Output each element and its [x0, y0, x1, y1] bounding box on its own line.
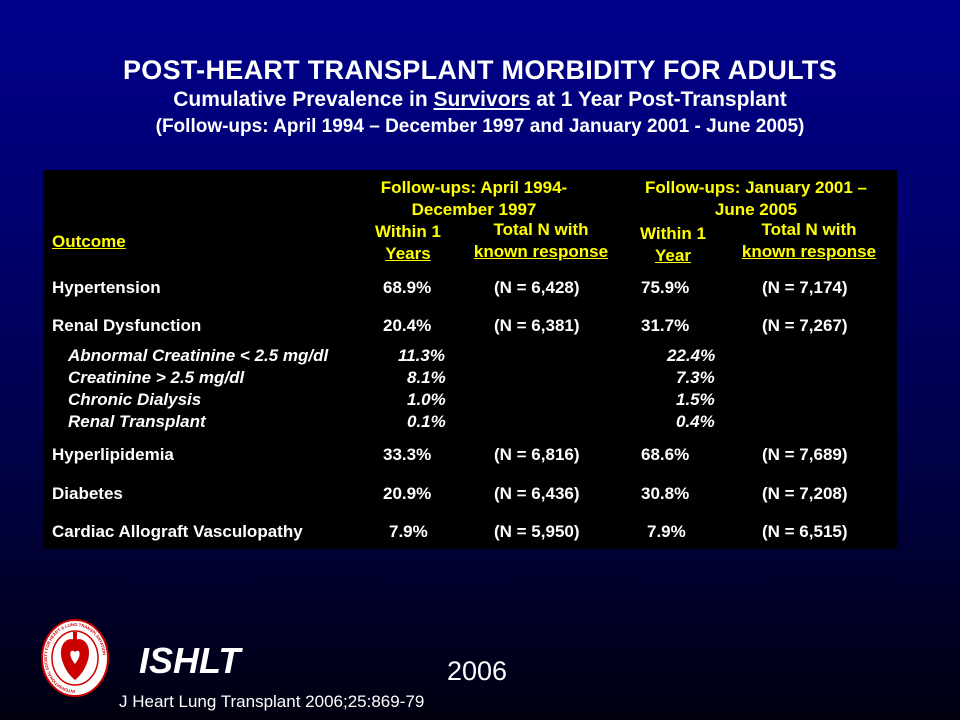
group1-header-line2: December 1997 — [411, 200, 537, 219]
subrow-p1-transplant: 0.1% — [407, 412, 446, 431]
row-label-hyperlipidemia: Hyperlipidemia — [52, 445, 174, 464]
slide-subtitle-followups: (Follow-ups: April 1994 – December 1997 and January 2001 - June 2005) — [155, 116, 805, 137]
row-p2-renal: 31.7% — [641, 316, 690, 335]
totaln-g1-line2: known response — [473, 242, 609, 261]
subrow-p1-creatinine: 8.1% — [407, 368, 446, 387]
row-n2-hyperlipidemia: (N = 7,689) — [762, 445, 848, 464]
row-n2-diabetes: (N = 7,208) — [762, 484, 848, 503]
row-label-diabetes: Diabetes — [52, 484, 123, 503]
row-p2-diabetes: 30.8% — [641, 484, 690, 503]
title-block — [0, 55, 960, 139]
logo-ring-text: INTERNATIONAL SOCIETY FOR HEART & LUNG TRANSPLANTATION — [43, 621, 107, 695]
totaln-g2-line1: Total N with — [761, 220, 857, 239]
row-p1-diabetes: 20.9% — [383, 484, 432, 503]
row-p1-cav: 7.9% — [389, 522, 428, 541]
subrow-p2-transplant: 0.4% — [676, 412, 715, 431]
group1-header-line1: Follow-ups: April 1994- — [380, 178, 568, 197]
row-n1-cav: (N = 5,950) — [494, 522, 580, 541]
slide-subtitle — [0, 87, 960, 113]
row-p2-hyperlipidemia: 68.6% — [641, 445, 690, 464]
citation: J Heart Lung Transplant 2006;25:869-79 — [119, 692, 425, 711]
ishlt-logo — [40, 618, 110, 698]
group2-header-line2: June 2005 — [714, 200, 798, 219]
row-p2-cav: 7.9% — [647, 522, 686, 541]
subrow-label-creatinine: Creatinine > 2.5 mg/dl — [68, 368, 245, 387]
slide-title: POST-HEART TRANSPLANT MORBIDITY FOR ADULTS — [122, 55, 838, 85]
row-n2-cav: (N = 6,515) — [762, 522, 848, 541]
within1-g2-line1: Within 1 — [640, 224, 706, 243]
row-n1-renal: (N = 6,381) — [494, 316, 580, 335]
subrow-p1-abnormal: 11.3% — [398, 346, 445, 365]
outcome-header: Outcome — [52, 232, 126, 251]
subtitle-post: at 1 Year Post-Transplant — [530, 88, 787, 111]
ishlt-label: ISHLT — [139, 640, 241, 681]
row-n2-renal: (N = 7,267) — [762, 316, 848, 335]
row-p2-hypertension: 75.9% — [641, 278, 690, 297]
row-p1-renal: 20.4% — [383, 316, 432, 335]
row-n1-hyperlipidemia: (N = 6,816) — [494, 445, 580, 464]
totaln-g2-line2: known response — [741, 242, 877, 261]
logo-trachea — [73, 632, 77, 646]
within1-g2-line2: Year — [655, 246, 691, 265]
row-label-renal: Renal Dysfunction — [52, 316, 202, 335]
row-n1-diabetes: (N = 6,436) — [494, 484, 580, 503]
morbidity-table — [43, 170, 897, 549]
subtitle-pre: Cumulative Prevalence in — [173, 88, 434, 111]
year-label: 2006 — [447, 656, 508, 686]
subrow-label-abnormal: Abnormal Creatinine < 2.5 mg/dl — [68, 346, 329, 365]
subrow-p2-dialysis: 1.5% — [676, 390, 715, 409]
group2-header-line1: Follow-ups: January 2001 – — [644, 178, 867, 197]
row-n1-hypertension: (N = 6,428) — [494, 278, 580, 297]
row-p1-hyperlipidemia: 33.3% — [383, 445, 432, 464]
subrow-label-dialysis: Chronic Dialysis — [68, 390, 202, 409]
subrow-label-transplant: Renal Transplant — [68, 412, 206, 431]
row-n2-hypertension: (N = 7,174) — [762, 278, 848, 297]
row-label-cav: Cardiac Allograft Vasculopathy — [52, 522, 303, 541]
subrow-p1-dialysis: 1.0% — [407, 390, 446, 409]
totaln-g1-line1: Total N with — [493, 220, 589, 239]
within1-g1-line1: Within 1 — [375, 222, 441, 241]
subrow-p2-abnormal: 22.4% — [667, 346, 716, 365]
within1-g1-line2: Years — [385, 244, 431, 263]
row-label-hypertension: Hypertension — [52, 278, 161, 297]
subtitle-underlined: Survivors — [433, 88, 531, 111]
row-p1-hypertension: 68.9% — [383, 278, 432, 297]
subrow-p2-creatinine: 7.3% — [676, 368, 715, 387]
